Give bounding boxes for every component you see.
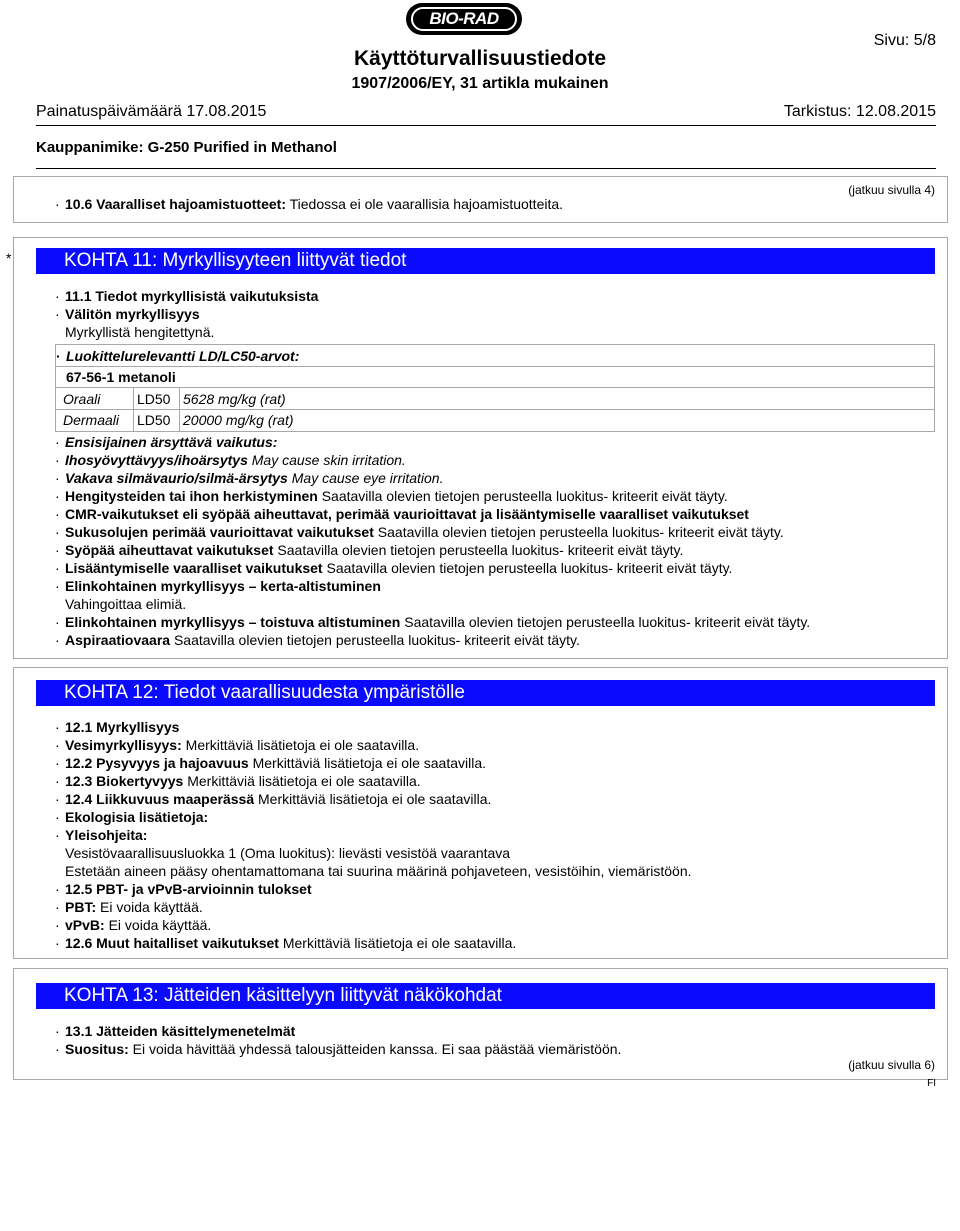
product-name: Kauppanimike: G-250 Purified in Methanol xyxy=(36,139,337,156)
logo-text: BIO-RAD xyxy=(411,7,517,31)
s13-recommendation: · Suositus: Ei voida hävittää yhdessä talousjätteiden kanssa. Ei saa päästää viemäristöön. xyxy=(55,1041,622,1057)
route-oral: Oraali xyxy=(63,391,101,407)
section13-heading: KOHTA 13: Jätteiden käsittelyyn liittyvät näkökohdat xyxy=(36,983,935,1009)
bio-rad-logo xyxy=(406,3,522,35)
s11-cmr-effects: · CMR-vaikutukset eli syöpää aiheuttavat, perimää vaurioittavat ja lisääntymiselle vaaralliset vaikutukset xyxy=(55,506,749,522)
s12-vpvb: · vPvB: Ei voida käyttää. xyxy=(55,917,212,933)
table-divider xyxy=(56,366,934,367)
ld50-table xyxy=(55,344,935,432)
s12-bioaccumulation: · 12.3 Biokertyvyys Merkittäviä lisätietoja ei ole saatavilla. xyxy=(55,773,421,789)
table-col-divider xyxy=(179,387,180,431)
s12-mobility: · 12.4 Liikkuvuus maaperässä Merkittäviä lisätietoja ei ole saatavilla. xyxy=(55,791,492,807)
s12-aquatic-toxicity: · Vesimyrkyllisyys: Merkittäviä lisätietoja ei ole saatavilla. xyxy=(55,737,420,753)
s11-reproductive-toxicity: · Lisääntymiselle vaaralliset vaikutukset Saatavilla olevien tietojen perusteella luokitus- kriteerit eivät täyty. xyxy=(55,560,733,576)
s11-acute-toxicity: · Välitön myrkyllisyys xyxy=(55,306,200,322)
page-number: Sivu: 5/8 xyxy=(873,32,936,49)
s12-persistence: · 12.2 Pysyvyys ja hajoavuus Merkittäviä lisätietoja ei ole saatavilla. xyxy=(55,755,487,771)
table-divider xyxy=(56,387,934,388)
substance-name: 67-56-1 metanoli xyxy=(66,369,176,385)
s12-groundwater-note: Estetään aineen pääsy ohentamattomana tai suurina määrinä pohjaveteen, vesistöihin, viemäristöön. xyxy=(65,863,692,879)
document-subtitle: 1907/2006/EY, 31 artikla mukainen xyxy=(351,75,609,92)
section11-heading: KOHTA 11: Myrkyllisyyteen liittyvät tiedot xyxy=(36,248,935,274)
s11-aspiration: · Aspiraatiovaara Saatavilla olevien tietojen perusteella luokitus- kriteerit eivät täyty. xyxy=(55,632,580,648)
s12-water-hazard-class: Vesistövaarallisuusluokka 1 (Oma luokitus): lievästi vesistöä vaarantava xyxy=(65,845,511,861)
type-oral: LD50 xyxy=(137,391,171,407)
value-dermal: 20000 mg/kg (rat) xyxy=(183,412,294,428)
print-date: Painatuspäivämäärä 17.08.2015 xyxy=(36,103,267,120)
s11-primary-irritation: · Ensisijainen ärsyttävä vaikutus: xyxy=(55,434,278,450)
language-code: FI xyxy=(927,1078,936,1089)
header-divider xyxy=(36,125,936,126)
s11-mutagenicity: · Sukusolujen perimää vaurioittavat vaikutukset Saatavilla olevien tietojen perusteella luokitus- kriteerit eivät täyty. xyxy=(55,524,784,540)
s11-toxicological-info: · 11.1 Tiedot myrkyllisistä vaikutuksista xyxy=(55,288,319,304)
s11-sensitisation: · Hengitysteiden tai ihon herkistyminen Saatavilla olevien tietojen perusteella luokitus- kriteerit eivät täyty. xyxy=(55,488,728,504)
s13-waste-methods: · 13.1 Jätteiden käsittelymenetelmät xyxy=(55,1023,296,1039)
s11-stot-repeated: · Elinkohtainen myrkyllisyys – toistuva altistuminen Saatavilla olevien tietojen perusteella luokitus- kriteerit eivät täyty. xyxy=(55,614,811,630)
header-divider-bottom xyxy=(36,168,936,169)
s11-stot-single-text: Vahingoittaa elimiä. xyxy=(65,596,187,612)
document-title: Käyttöturvallisuustiedote xyxy=(353,47,607,70)
continued-to: (jatkuu sivulla 6) xyxy=(848,1058,935,1072)
table-col-divider xyxy=(133,387,134,431)
section12-heading: KOHTA 12: Tiedot vaarallisuudesta ympäristölle xyxy=(36,680,935,706)
s11-eye-irritation: · Vakava silmävaurio/silmä-ärsytys May cause eye irritation. xyxy=(55,470,444,486)
revision-star: * xyxy=(6,250,12,266)
s12-other-effects: · 12.6 Muut haitalliset vaikutukset Merkittäviä lisätietoja ei ole saatavilla. xyxy=(55,935,517,951)
continued-from: (jatkuu sivulla 4) xyxy=(848,183,935,197)
value-oral: 5628 mg/kg (rat) xyxy=(183,391,286,407)
ld50-table-title: · Luokittelurelevantti LD/LC50-arvot: xyxy=(56,348,300,364)
s11-skin-irritation: · Ihosyövyttävyys/ihoärsytys May cause skin irritation. xyxy=(55,452,406,468)
revision-date: Tarkistus: 12.08.2015 xyxy=(783,103,936,120)
type-dermal: LD50 xyxy=(137,412,171,428)
s12-general-notes: · Yleisohjeita: xyxy=(55,827,148,843)
route-dermal: Dermaali xyxy=(63,412,120,428)
s12-pbt-title: · 12.5 PBT- ja vPvB-arvioinnin tulokset xyxy=(55,881,312,897)
s11-inhalation-toxic: Myrkyllistä hengitettynä. xyxy=(65,324,215,340)
s12-toxicity: · 12.1 Myrkyllisyys xyxy=(55,719,180,735)
s11-carcinogenicity: · Syöpää aiheuttavat vaikutukset Saatavilla olevien tietojen perusteella luokitus- kriteerit eivät täyty. xyxy=(55,542,684,558)
hazardous-decomposition-line: · 10.6 Vaaralliset hajoamistuotteet: Tiedossa ei ole vaarallisia hajoamistuotteita. xyxy=(55,196,564,212)
s12-ecological-info: · Ekologisia lisätietoja: xyxy=(55,809,209,825)
table-divider xyxy=(56,409,934,410)
s11-stot-single: · Elinkohtainen myrkyllisyys – kerta-altistuminen xyxy=(55,578,381,594)
s12-pbt: · PBT: Ei voida käyttää. xyxy=(55,899,203,915)
